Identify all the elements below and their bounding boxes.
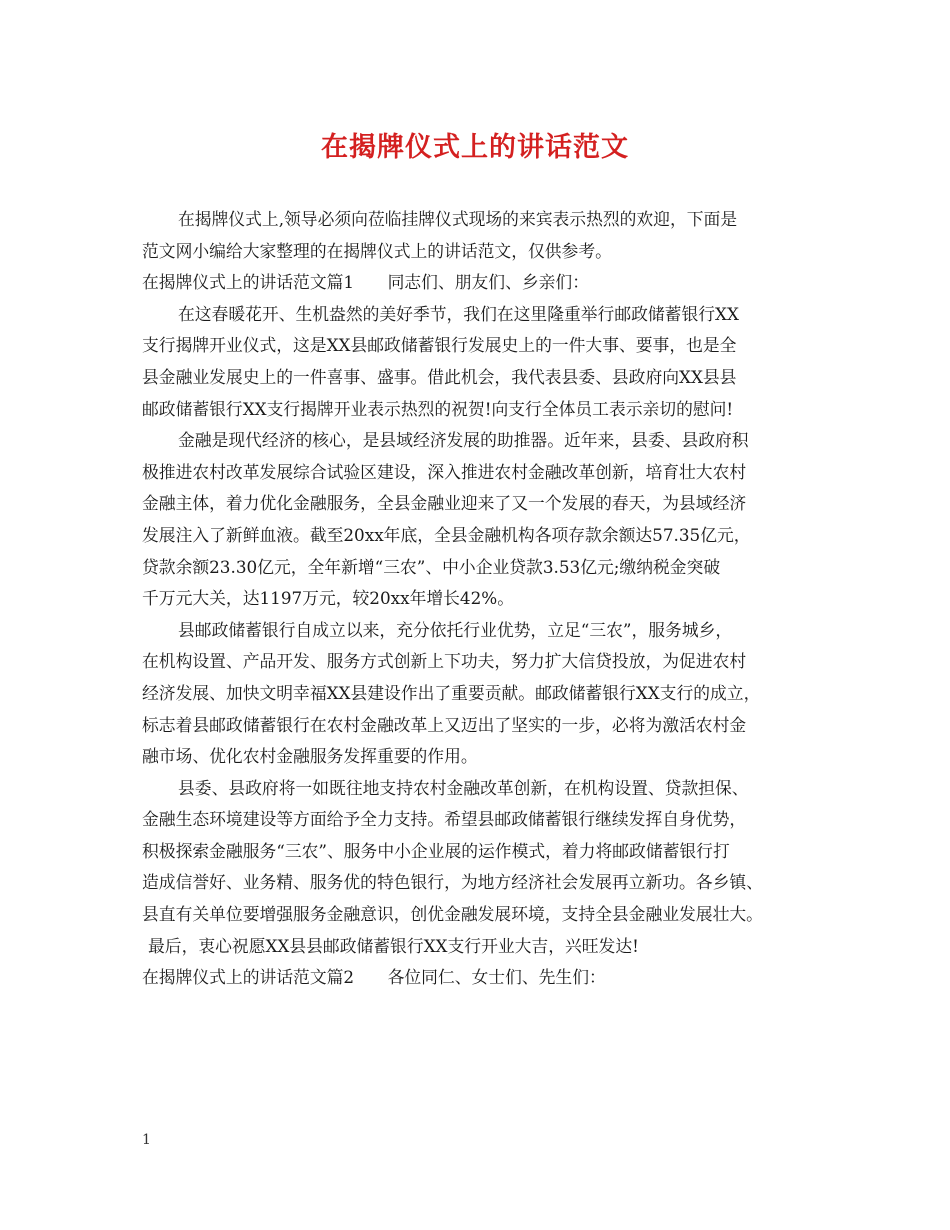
paragraph-line: 金融是现代经济的核心，是县域经济发展的助推器。近年来，县委、县政府积	[178, 430, 749, 451]
paragraph-line: 发展注入了新鲜血液。截至20xx年底，全县金融机构各项存款余额达57.35亿元，	[142, 524, 751, 545]
page-number: 1	[142, 1132, 151, 1148]
paragraph-line: 金融生态环境建设等方面给予全力支持。希望县邮政储蓄银行继续发挥自身优势，	[142, 809, 747, 830]
paragraph-line: 在揭牌仪式上,领导必须向莅临挂牌仪式现场的来宾表示热烈的欢迎，下面是	[178, 209, 738, 229]
section-heading-line: 在揭牌仪式上的讲话范文篇2 各位同仁、女士们、先生们：	[142, 967, 606, 988]
document-title: 在揭牌仪式上的讲话范文	[321, 132, 629, 163]
section-heading-line: 在揭牌仪式上的讲话范文篇1 同志们、朋友们、乡亲们：	[142, 272, 589, 293]
document-body	[142, 204, 832, 994]
paragraph-line: 金融主体，着力优化金融服务，全县金融业迎来了又一个发展的春天，为县域经济	[142, 493, 747, 514]
paragraph-line: 在机构设置、产品开发、服务方式创新上下功夫，努力扩大信贷投放，为促进农村	[142, 651, 747, 672]
paragraph-line: 千万元大关，达1197万元，较20xx年增长42%。	[142, 588, 515, 609]
paragraph-line: 在这春暖花开、生机盎然的美好季节，我们在这里隆重举行邮政储蓄银行XX	[178, 303, 739, 324]
paragraph-line: 贷款余额23.30亿元，全年新增“三农”、中小企业贷款3.53亿元;缴纳税金突破	[142, 556, 721, 577]
paragraph-line: 极推进农村改革发展综合试验区建设，深入推进农村金融改革创新，培育壮大农村	[142, 461, 747, 482]
paragraph-line: 积极探索金融服务“三农”、服务中小企业展的运作模式，着力将邮政储蓄银行打	[142, 840, 730, 861]
paragraph-line: 邮政储蓄银行XX支行揭牌开业表示热烈的祝贺!向支行全体员工表示亲切的慰问!	[142, 398, 734, 419]
paragraph-line: 县委、县政府将一如既往地支持农村金融改革创新，在机构设置、贷款担保、	[178, 777, 749, 798]
paragraph-line: 标志着县邮政储蓄银行在农村金融改革上又迈出了坚实的一步，必将为激活农村金	[142, 714, 747, 735]
paragraph-line: 范文网小编给大家整理的在揭牌仪式上的讲话范文，仅供参考。	[142, 240, 612, 261]
paragraph-line: 融市场、优化农村金融服务发挥重要的作用。	[142, 746, 478, 767]
paragraph-line: 最后，衷心祝愿XX县县邮政储蓄银行XX支行开业大吉，兴旺发达!	[148, 935, 639, 956]
paragraph-line: 经济发展、加快文明幸福XX县建设作出了重要贡献。邮政储蓄银行XX支行的成立，	[142, 682, 761, 703]
paragraph-line: 县邮政储蓄银行自成立以来，充分依托行业优势，立足“三农”，服务城乡，	[178, 619, 733, 640]
paragraph-line: 支行揭牌开业仪式，这是XX县邮政储蓄银行发展史上的一件大事、要事，也是全	[142, 335, 737, 356]
paragraph-line: 县金融业发展史上的一件喜事、盛事。借此机会，我代表县委、县政府向XX县县	[142, 366, 737, 387]
paragraph-line: 造成信誉好、业务精、服务优的特色银行，为地方经济社会发展再立新功。各乡镇、	[142, 872, 763, 893]
paragraph-line: 县直有关单位要增强服务金融意识，创优金融发展环境，支持全县金融业发展壮大。	[142, 904, 763, 925]
